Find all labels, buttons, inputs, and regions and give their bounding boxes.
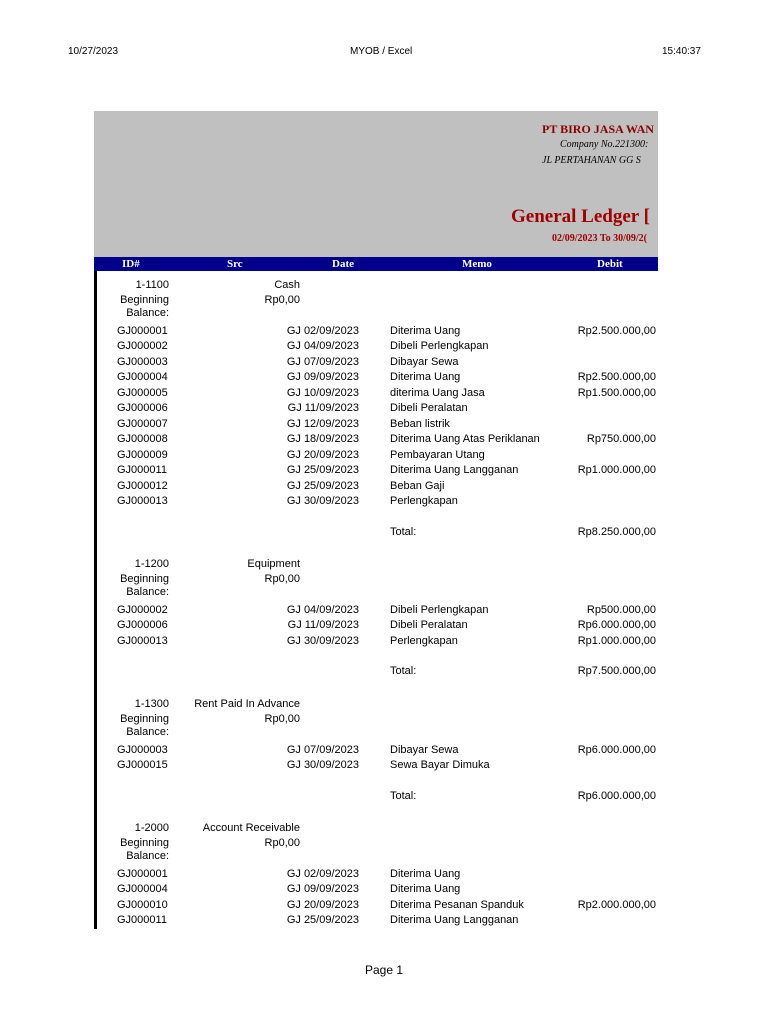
entry-memo: Sewa Bayar Dimuka xyxy=(390,759,490,771)
entry-id: GJ000003 xyxy=(117,355,168,368)
entry-id: GJ000011 xyxy=(117,914,167,926)
entry-memo: Pembayaran Utang xyxy=(390,448,485,461)
entry-memo: Diterima Uang xyxy=(390,883,461,895)
company-name: PT BIRO JASA WAN xyxy=(542,122,654,136)
account-id: 1-2000 xyxy=(134,822,169,834)
report-banner xyxy=(94,111,658,257)
beginning-balance-label-2: Balance: xyxy=(126,850,169,862)
entry-id: GJ000005 xyxy=(117,386,168,399)
column-header-debit: Debit xyxy=(597,258,623,270)
column-header-id: ID# xyxy=(122,258,140,270)
total-label: Total: xyxy=(390,665,417,677)
beginning-balance-value: Rp0,00 xyxy=(264,713,300,725)
entry-id: GJ000004 xyxy=(117,883,168,895)
company-address: JL PERTAHANAN GG S xyxy=(542,155,641,166)
entry-memo: Diterima Uang Langganan xyxy=(390,464,519,476)
print-app-title: MYOB / Excel xyxy=(350,46,413,57)
entry-date: GJ 25/09/2023 xyxy=(286,464,359,476)
entry-date: GJ 09/09/2023 xyxy=(286,883,359,895)
entry-memo: diterima Uang Jasa xyxy=(390,386,485,399)
entry-debit: Rp6.000.000,00 xyxy=(577,743,656,756)
entry-id: GJ000008 xyxy=(117,433,168,445)
entry-id: GJ000011 xyxy=(117,464,167,476)
beginning-balance-label: Beginning xyxy=(120,837,169,849)
report-date-range: 02/09/2023 To 30/09/2( xyxy=(552,233,648,244)
entry-id: GJ000002 xyxy=(117,603,168,616)
entry-id: GJ000003 xyxy=(117,743,168,756)
beginning-balance-value: Rp0,00 xyxy=(264,837,300,849)
entry-date: GJ 25/09/2023 xyxy=(286,479,359,492)
print-date: 10/27/2023 xyxy=(68,46,119,57)
entry-id: GJ000012 xyxy=(117,479,168,492)
beginning-balance-label: Beginning xyxy=(120,573,169,585)
entry-memo: Perlengkapan xyxy=(390,495,458,507)
entry-id: GJ000004 xyxy=(117,371,168,383)
entry-debit: Rp1.000.000,00 xyxy=(577,634,656,647)
entry-date: GJ 25/09/2023 xyxy=(286,914,359,926)
entry-debit: Rp6.000.000,00 xyxy=(577,619,656,631)
entry-date: GJ 04/09/2023 xyxy=(286,340,359,352)
total-label: Total: xyxy=(390,525,417,538)
entry-date: GJ 04/09/2023 xyxy=(286,603,359,616)
column-header-memo: Memo xyxy=(462,258,492,270)
beginning-balance-label-2: Balance: xyxy=(126,586,169,598)
entry-date: GJ 09/09/2023 xyxy=(286,371,359,383)
entry-memo: Perlengkapan xyxy=(390,634,458,647)
entry-date: GJ 12/09/2023 xyxy=(286,417,359,430)
account-name: Equipment xyxy=(247,558,300,570)
column-header-src: Src xyxy=(227,258,243,270)
entry-memo: Diterima Uang Langganan xyxy=(390,914,519,926)
beginning-balance-value: Rp0,00 xyxy=(264,573,300,585)
entry-date: GJ 20/09/2023 xyxy=(286,448,359,461)
account-name: Cash xyxy=(274,279,300,291)
entry-id: GJ000013 xyxy=(117,634,168,647)
entry-date: GJ 02/09/2023 xyxy=(286,324,359,337)
entry-date: GJ 30/09/2023 xyxy=(286,495,359,507)
account-id: 1-1200 xyxy=(134,558,169,570)
entry-date: GJ 20/09/2023 xyxy=(286,898,359,911)
entry-memo: Beban listrik xyxy=(390,417,450,430)
entry-id: GJ000015 xyxy=(117,759,168,771)
entry-id: GJ000007 xyxy=(117,417,168,430)
entry-id: GJ000010 xyxy=(117,898,168,911)
account-id: 1-1100 xyxy=(135,279,169,291)
entry-date: GJ 07/09/2023 xyxy=(286,743,359,756)
entry-memo: Diterima Uang Atas Periklanan xyxy=(390,433,540,445)
entry-date: GJ 02/09/2023 xyxy=(286,867,359,880)
account-name: Account Receivable xyxy=(202,822,300,834)
entry-debit: Rp2.500.000,00 xyxy=(577,324,656,337)
entry-id: GJ000001 xyxy=(117,867,168,880)
entry-memo: Dibayar Sewa xyxy=(390,743,459,756)
entry-memo: Dibeli Peralatan xyxy=(390,619,468,631)
entry-debit: Rp2.000.000,00 xyxy=(577,898,656,911)
total-label: Total: xyxy=(390,789,417,802)
beginning-balance-value: Rp0,00 xyxy=(264,294,300,306)
entry-id: GJ000013 xyxy=(117,495,168,507)
entry-memo: Dibeli Perlengkapan xyxy=(390,603,489,616)
total-debit: Rp6.000.000,00 xyxy=(577,789,656,802)
column-header-date: Date xyxy=(332,258,354,270)
page-number: Page 1 xyxy=(365,963,404,977)
report-title: General Ledger [ xyxy=(511,206,650,227)
entry-id: GJ000006 xyxy=(117,619,168,631)
entry-debit: Rp750.000,00 xyxy=(586,433,656,445)
entry-date: GJ 18/09/2023 xyxy=(286,433,359,445)
entry-memo: Dibeli Peralatan xyxy=(390,402,468,414)
column-header-row xyxy=(94,257,658,271)
print-time: 15:40:37 xyxy=(662,46,701,57)
ledger-sheet xyxy=(94,111,658,929)
beginning-balance-label-2: Balance: xyxy=(126,726,169,738)
company-number: Company No.221300: xyxy=(560,139,649,150)
entry-memo: Beban Gaji xyxy=(390,479,445,492)
entry-date: GJ 30/09/2023 xyxy=(286,759,359,771)
entry-debit: Rp500.000,00 xyxy=(586,603,656,616)
entry-id: GJ000001 xyxy=(117,324,168,337)
beginning-balance-label: Beginning xyxy=(120,713,169,725)
entry-id: GJ000002 xyxy=(117,340,168,352)
entry-id: GJ000006 xyxy=(117,402,168,414)
entry-date: GJ 10/09/2023 xyxy=(286,386,359,399)
account-id: 1-1300 xyxy=(134,698,169,710)
entry-memo: Diterima Uang xyxy=(390,867,461,880)
entry-memo: Diterima Pesanan Spanduk xyxy=(390,898,524,911)
entry-debit: Rp2.500.000,00 xyxy=(577,371,656,383)
beginning-balance-label-2: Balance: xyxy=(126,307,169,319)
total-debit: Rp7.500.000,00 xyxy=(577,665,656,677)
entry-id: GJ000009 xyxy=(117,448,168,461)
entry-debit: Rp1.500.000,00 xyxy=(577,386,656,399)
entry-date: GJ 30/09/2023 xyxy=(286,634,359,647)
entry-memo: Dibeli Perlengkapan xyxy=(390,340,489,352)
entry-date: GJ 11/09/2023 xyxy=(287,402,359,414)
beginning-balance-label: Beginning xyxy=(120,294,169,306)
entry-memo: Dibayar Sewa xyxy=(390,355,459,368)
entry-date: GJ 11/09/2023 xyxy=(287,619,359,631)
entry-date: GJ 07/09/2023 xyxy=(286,355,359,368)
entry-debit: Rp1.000.000,00 xyxy=(577,464,656,476)
total-debit: Rp8.250.000,00 xyxy=(577,525,656,538)
entry-memo: Diterima Uang xyxy=(390,324,461,337)
entry-memo: Diterima Uang xyxy=(390,371,461,383)
account-name: Rent Paid In Advance xyxy=(194,698,300,710)
